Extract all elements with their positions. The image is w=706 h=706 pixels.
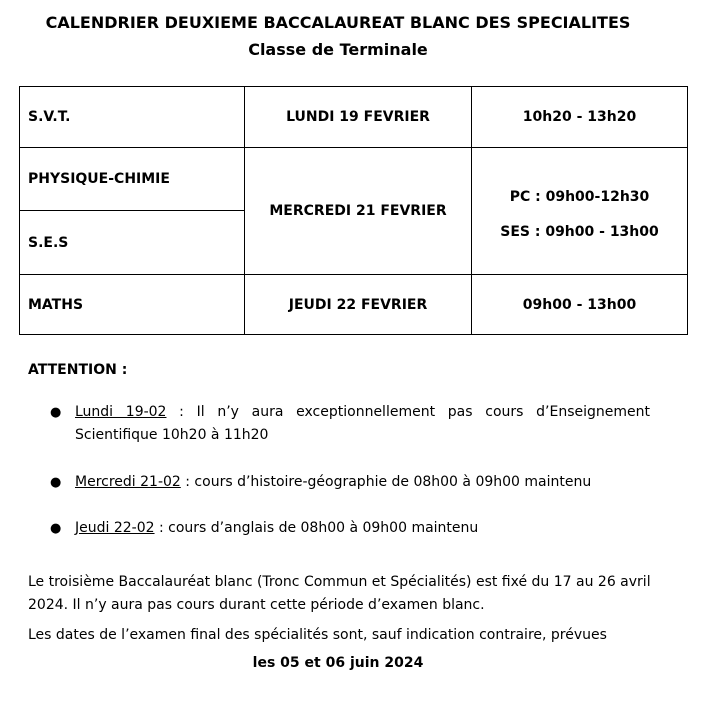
bullet-detail: : cours d’histoire-géographie de 08h00 à 09h00 maintenu <box>180 474 592 490</box>
bullet-text <box>75 401 650 447</box>
exam-schedule-table <box>19 86 688 335</box>
time-cell: 10h20 - 13h20 <box>472 87 688 148</box>
bullet-text <box>75 517 650 540</box>
bullet-text <box>75 471 650 494</box>
subject-cell: S.V.T. <box>20 87 245 148</box>
subject-cell: MATHS <box>20 275 245 335</box>
table-row <box>20 275 688 335</box>
bullet-detail: : cours d’anglais de 08h00 à 09h00 maintenu <box>154 520 479 536</box>
bullet-icon: ● <box>50 521 62 536</box>
bullet-detail: : Il n’y aura exceptionnellement pas cours d’Enseignement Scientifique 10h20 à 11h20 <box>75 404 650 443</box>
document-subtitle: Classe de Terminale <box>248 40 428 59</box>
bullet-day: Mercredi 21-02 <box>75 474 181 490</box>
note-paragraph: Les dates de l’examen final des spécialités sont, sauf indication contraire, prévues <box>28 627 607 643</box>
date-cell: LUNDI 19 FEVRIER <box>245 87 472 148</box>
table-row <box>20 148 688 211</box>
time-cell <box>472 148 688 275</box>
table-row <box>20 87 688 148</box>
document-title: CALENDRIER DEUXIEME BACCALAUREAT BLANC DES SPECIALITES <box>45 13 631 32</box>
bullet-icon: ● <box>50 475 62 490</box>
time-pc: PC : 09h00-12h30 <box>509 189 650 205</box>
time-ses: SES : 09h00 - 13h00 <box>500 224 659 240</box>
bullet-day: Jeudi 22-02 <box>75 520 155 536</box>
note-paragraph: Le troisième Baccalauréat blanc (Tronc Commun et Spécialités) est fixé du 17 au 26 avril 2024. Il n’y aura pas cours durant cette période d’examen blanc. <box>28 574 651 613</box>
bullet-icon: ● <box>50 405 62 420</box>
time-cell: 09h00 - 13h00 <box>472 275 688 335</box>
subject-cell: S.E.S <box>20 211 245 275</box>
date-cell: MERCREDI 21 FEVRIER <box>245 148 472 275</box>
date-cell: JEUDI 22 FEVRIER <box>245 275 472 335</box>
subject-cell: PHYSIQUE-CHIMIE <box>20 148 245 211</box>
attention-heading: ATTENTION : <box>28 362 128 378</box>
bullet-day: Lundi 19-02 <box>75 404 167 420</box>
final-exam-dates: les 05 et 06 juin 2024 <box>252 655 424 671</box>
